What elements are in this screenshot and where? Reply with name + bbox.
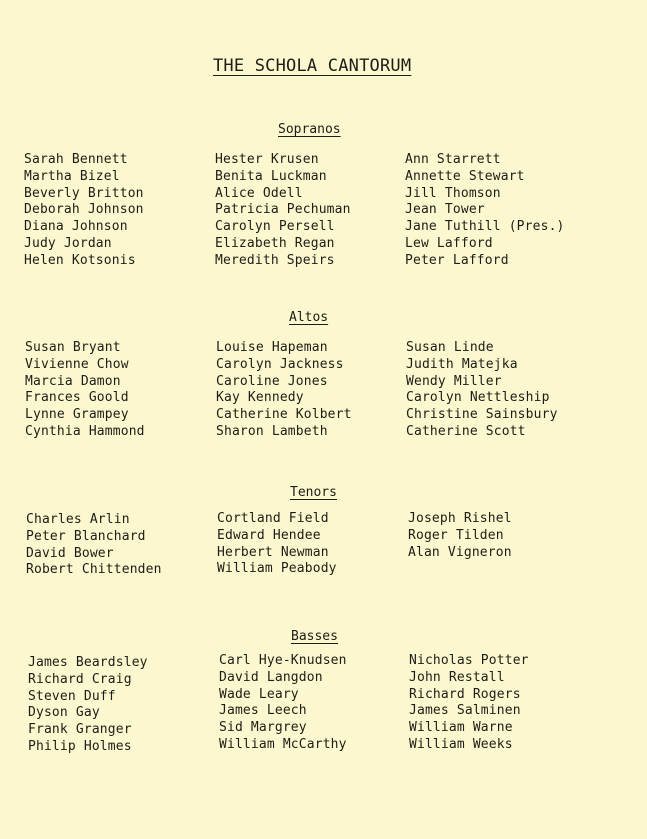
member-name: Judy Jordan [24, 235, 112, 251]
member-name: Herbert Newman [217, 544, 329, 560]
member-name: Louise Hapeman [216, 340, 328, 355]
member-name: Carolyn Persell [215, 219, 335, 235]
member-name: Jean Tower [405, 202, 485, 218]
member-name: Susan Linde [406, 340, 494, 355]
member-name: James Leech [219, 703, 307, 719]
member-name: Joseph Rishel [408, 511, 512, 526]
name-column [409, 653, 529, 754]
member-name: William Warne [409, 720, 513, 736]
section-heading: Basses [291, 629, 338, 644]
member-name: Peter Lafford [405, 252, 509, 268]
name-column [219, 653, 347, 754]
member-name: Lynne Grampey [25, 407, 129, 423]
member-name: Cortland Field [217, 511, 329, 526]
member-name: Nicholas Potter [409, 653, 529, 668]
member-name: Wade Leary [219, 686, 299, 702]
member-name: Beverly Britton [24, 185, 144, 201]
member-name: James Salminen [409, 703, 521, 719]
member-name: Ann Starrett [405, 152, 501, 167]
member-name: Charles Arlin [26, 512, 130, 527]
member-name: Robert Chittenden [26, 562, 162, 578]
member-name: Steven Duff [28, 688, 116, 704]
member-name: Catherine Kolbert [216, 407, 352, 423]
member-name: Richard Craig [28, 671, 132, 687]
name-column [215, 152, 351, 270]
name-column [24, 152, 144, 270]
member-name: Patricia Pechuman [215, 202, 351, 218]
member-name: Cynthia Hammond [25, 423, 145, 439]
member-name: Peter Blanchard [26, 528, 146, 544]
member-name: David Langdon [219, 669, 323, 685]
member-name: Elizabeth Regan [215, 235, 335, 251]
member-name: Jill Thomson [405, 185, 501, 201]
member-name: Dyson Gay [28, 705, 100, 721]
member-name: Alice Odell [215, 185, 303, 201]
member-name: Annette Stewart [405, 168, 525, 184]
section-heading: Altos [289, 310, 329, 325]
member-name: Philip Holmes [28, 738, 132, 754]
name-column [28, 655, 148, 756]
member-name: Frances Goold [25, 390, 129, 406]
name-column [26, 512, 162, 579]
member-name: John Restall [409, 669, 505, 685]
member-name: Sid Margrey [219, 720, 307, 736]
member-name: Sharon Lambeth [216, 423, 328, 439]
name-column [405, 152, 565, 270]
member-name: Meredith Speirs [215, 252, 335, 268]
member-name: Jane Tuthill (Pres.) [405, 219, 565, 235]
page-title: THE SCHOLA CANTORUM [213, 56, 412, 76]
member-name: Sarah Bennett [24, 152, 128, 167]
member-name: Richard Rogers [409, 686, 521, 702]
section-heading: Sopranos [278, 122, 341, 137]
member-name: Caroline Jones [216, 373, 328, 389]
name-column [216, 340, 352, 441]
member-name: Catherine Scott [406, 423, 526, 439]
member-name: Helen Kotsonis [24, 252, 136, 268]
member-name: Wendy Miller [406, 373, 502, 389]
member-name: William Weeks [409, 736, 513, 752]
member-name: Vivienne Chow [25, 356, 129, 372]
member-name: Deborah Johnson [24, 202, 144, 218]
member-name: Judith Matejka [406, 356, 518, 372]
name-column [217, 511, 337, 578]
member-name: Hester Krusen [215, 152, 319, 167]
name-column [408, 511, 512, 561]
member-name: James Beardsley [28, 655, 148, 670]
member-name: Marcia Damon [25, 373, 121, 389]
member-name: Alan Vigneron [408, 544, 512, 560]
section-heading: Tenors [290, 485, 337, 500]
member-name: Roger Tilden [408, 527, 504, 543]
member-name: Kay Kennedy [216, 390, 304, 406]
member-name: David Bower [26, 545, 114, 561]
member-name: Christine Sainsbury [406, 407, 558, 423]
member-name: William McCarthy [219, 736, 347, 752]
member-name: Carolyn Jackness [216, 356, 344, 372]
name-column [406, 340, 558, 441]
name-column [25, 340, 145, 441]
member-name: William Peabody [217, 561, 337, 577]
member-name: Susan Bryant [25, 340, 121, 355]
member-name: Carolyn Nettleship [406, 390, 550, 406]
member-name: Edward Hendee [217, 527, 321, 543]
member-name: Martha Bizel [24, 168, 120, 184]
member-name: Lew Lafford [405, 235, 493, 251]
member-name: Carl Hye-Knudsen [219, 653, 347, 668]
member-name: Diana Johnson [24, 219, 128, 235]
member-name: Benita Luckman [215, 168, 327, 184]
member-name: Frank Granger [28, 722, 132, 738]
